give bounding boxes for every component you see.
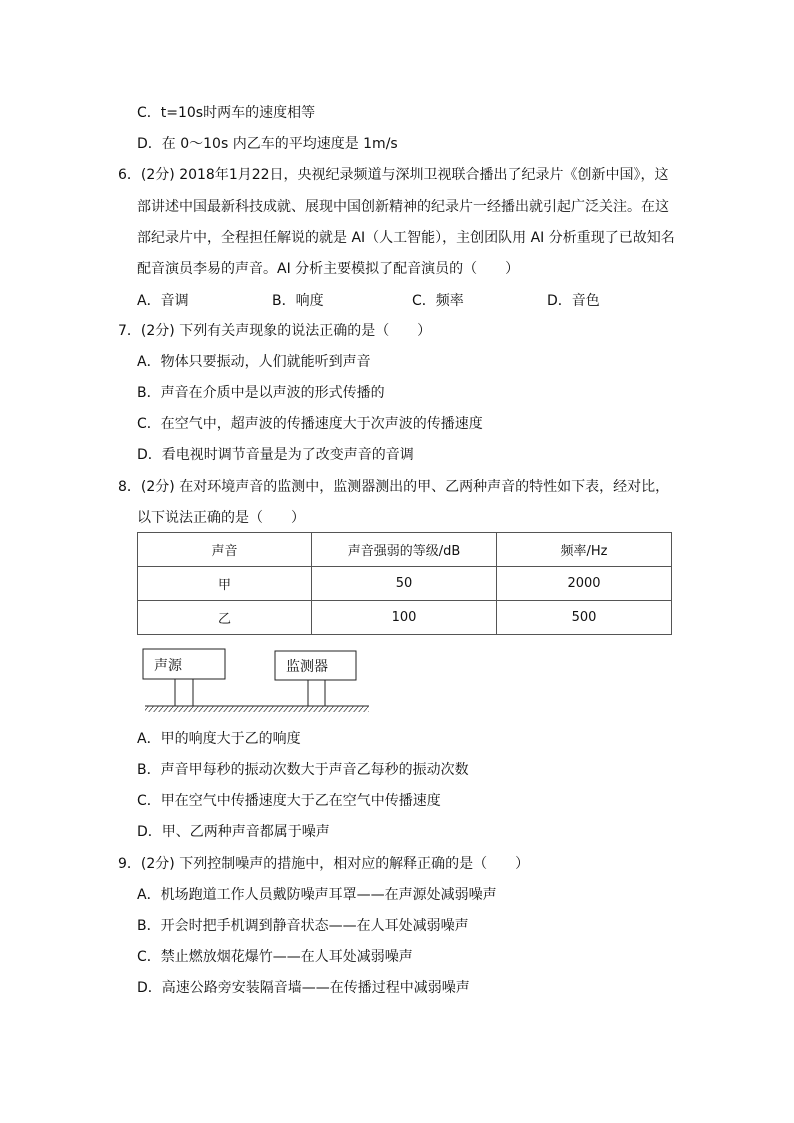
q6-stem-line3: 部纪录片中，全程担任解说的就是 AI（人工智能），主创团队用 AI 分析重现了已故知名: [137, 230, 675, 246]
table-cell: 2000: [497, 567, 672, 601]
q8-option-a: A．甲的响度大于乙的响度: [137, 731, 301, 747]
table-cell: 乙: [138, 601, 312, 635]
q6-option-c: C．频率: [412, 293, 464, 309]
q9-option-c: C．禁止燃放烟花爆竹——在人耳处减弱噪声: [137, 949, 413, 965]
q9-option-d: D．高速公路旁安装隔音墙——在传播过程中减弱噪声: [137, 980, 470, 996]
option-c-prev: C．t=10s时两车的速度相等: [137, 105, 316, 121]
q9-stem: 9．(2分) 下列控制噪声的措施中，相对应的解释正确的是（ ）: [118, 856, 530, 872]
option-d-prev: D．在 0～10s 内乙车的平均速度是 1m/s: [137, 136, 398, 152]
q7-option-a: A．物体只要振动，人们就能听到声音: [137, 354, 371, 370]
q6-option-a: A．音调: [137, 293, 189, 309]
q8-stem-line1: 8．(2分) 在对环境声音的监测中，监测器测出的甲、乙两种声音的特性如下表，经对比，: [118, 479, 670, 495]
table-cell: 100: [312, 601, 497, 635]
table-cell: 500: [497, 601, 672, 635]
q7-option-d: D．看电视时调节音量是为了改变声音的音调: [137, 447, 414, 463]
table-header-cell: 声音强弱的等级/dB: [312, 533, 497, 567]
q7-option-b: B．声音在介质中是以声波的形式传播的: [137, 385, 385, 401]
q8-option-b: B．声音甲每秒的振动次数大于声音乙每秒的振动次数: [137, 762, 469, 778]
sound-data-table: [137, 532, 672, 635]
monitor-label: 监测器: [286, 659, 328, 675]
table-header-cell: 频率/Hz: [497, 533, 672, 567]
diagram-svg: [142, 648, 372, 718]
q9-option-b: B．开会时把手机调到静音状态——在人耳处减弱噪声: [137, 918, 469, 934]
q6-option-b: B．响度: [272, 293, 324, 309]
table-header-row: [138, 533, 672, 567]
table-row: [138, 567, 672, 601]
q7-option-c: C．在空气中，超声波的传播速度大于次声波的传播速度: [137, 416, 483, 432]
table-cell: 50: [312, 567, 497, 601]
table-row: [138, 601, 672, 635]
q7-stem: 7．(2分) 下列有关声现象的说法正确的是（ ）: [118, 323, 432, 339]
table-cell: 甲: [138, 567, 312, 601]
q6-option-d: D．音色: [547, 293, 600, 309]
sound-source-label: 声源: [154, 658, 182, 674]
q6-stem-line2: 部讲述中国最新科技成就、展现中国创新精神的纪录片一经播出就引起广泛关注。在这: [137, 199, 669, 215]
q6-stem-line4: 配音演员李易的声音。AI 分析主要模拟了配音演员的（ ）: [137, 261, 520, 277]
q8-stem-line2: 以下说法正确的是（ ）: [137, 510, 305, 526]
q8-option-c: C．甲在空气中传播速度大于乙在空气中传播速度: [137, 793, 441, 809]
q6-stem-line1: 6．(2分) 2018年1月22日，央视纪录频道与深圳卫视联合播出了纪录片《创新中国》，这: [118, 167, 669, 183]
table-header-cell: 声音: [138, 533, 312, 567]
source-monitor-diagram: [142, 648, 372, 718]
q9-option-a: A．机场跑道工作人员戴防噪声耳罩——在声源处减弱噪声: [137, 887, 497, 903]
ground-hatch: [145, 706, 369, 712]
q8-option-d: D．甲、乙两种声音都属于噪声: [137, 824, 330, 840]
q6-options: [137, 290, 607, 310]
